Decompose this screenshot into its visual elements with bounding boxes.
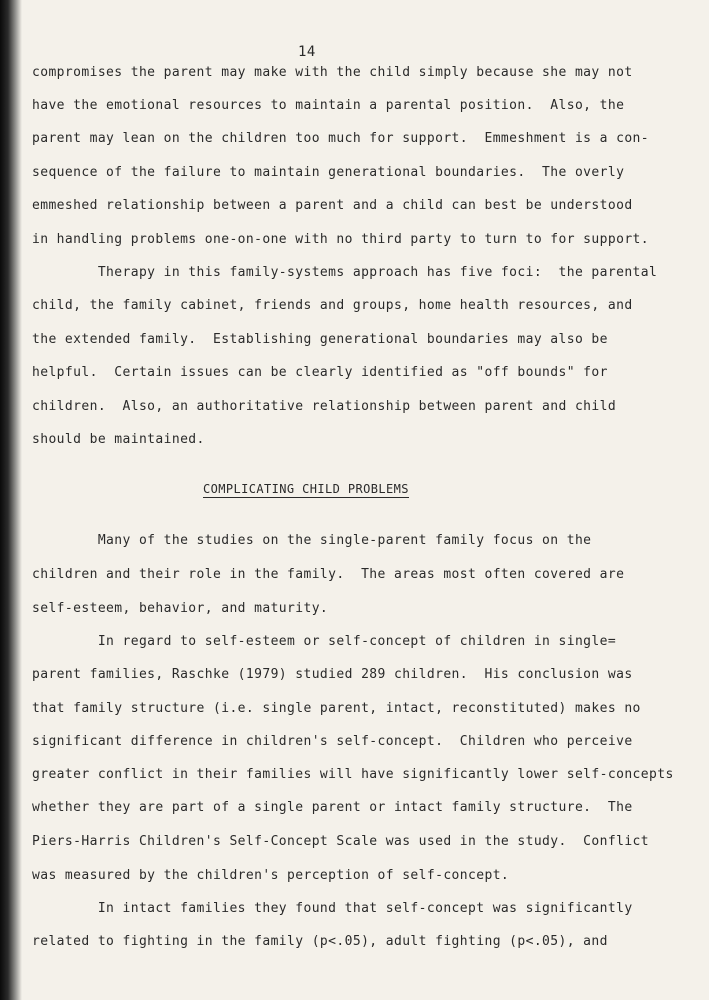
text-line: emmeshed relationship between a parent and a child can best be understood <box>32 198 633 213</box>
text-line: helpful. Certain issues can be clearly identified as "off bounds" for <box>32 365 608 380</box>
text-line: related to fighting in the family (p<.05), adult fighting (p<.05), and <box>32 934 608 949</box>
text-line: children and their role in the family. The areas most often covered are <box>32 567 625 582</box>
scan-binding-edge <box>0 0 22 1000</box>
page-number: 14 <box>298 44 316 60</box>
section-heading: COMPLICATING CHILD PROBLEMS <box>203 482 409 496</box>
text-line: whether they are part of a single parent or intact family structure. The <box>32 800 633 815</box>
text-line: have the emotional resources to maintain a parental position. Also, the <box>32 98 625 113</box>
text-line: was measured by the children's perception of self-concept. <box>32 868 510 883</box>
text-line: Piers-Harris Children's Self-Concept Scale was used in the study. Conflict <box>32 834 649 849</box>
text-line: Many of the studies on the single-parent family focus on the <box>32 533 592 548</box>
text-line: compromises the parent may make with the child simply because she may not <box>32 65 633 80</box>
text-line: parent families, Raschke (1979) studied 289 children. His conclusion was <box>32 667 633 682</box>
text-line: that family structure (i.e. single parent, intact, reconstituted) makes no <box>32 701 641 716</box>
text-line: parent may lean on the children too much for support. Emmeshment is a con- <box>32 131 649 146</box>
text-line: greater conflict in their families will have significantly lower self-concepts <box>32 767 674 782</box>
text-line: In intact families they found that self-concept was significantly <box>32 901 633 916</box>
text-line: In regard to self-esteem or self-concept of children in single= <box>32 634 617 649</box>
text-line: sequence of the failure to maintain generational boundaries. The overly <box>32 165 625 180</box>
text-line: child, the family cabinet, friends and groups, home health resources, and <box>32 298 633 313</box>
text-line: children. Also, an authoritative relationship between parent and child <box>32 399 617 414</box>
text-line: the extended family. Establishing generational boundaries may also be <box>32 332 608 347</box>
text-line: in handling problems one-on-one with no third party to turn to for support. <box>32 232 649 247</box>
text-line: Therapy in this family-systems approach has five foci: the parental <box>32 265 658 280</box>
text-line: should be maintained. <box>32 432 205 447</box>
text-line: self-esteem, behavior, and maturity. <box>32 601 329 616</box>
text-line: significant difference in children's self-concept. Children who perceive <box>32 734 633 749</box>
